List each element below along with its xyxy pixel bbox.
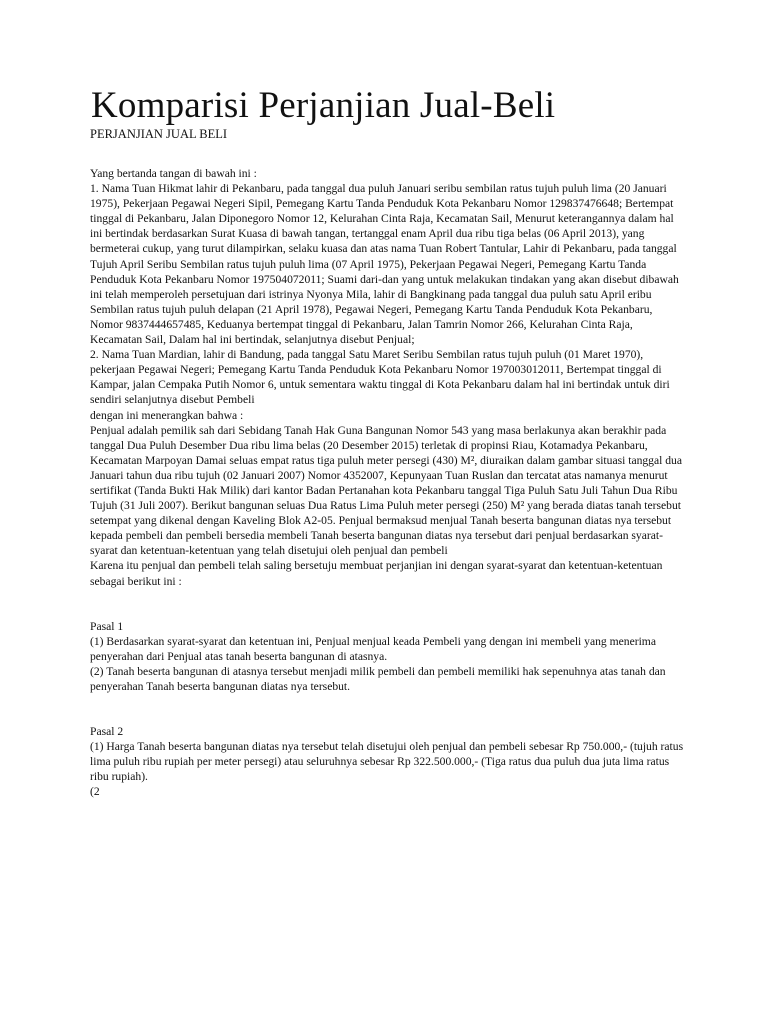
spacer bbox=[90, 694, 684, 724]
paragraph: dengan ini menerangkan bahwa : bbox=[90, 408, 244, 422]
intro-section bbox=[90, 166, 684, 589]
paragraph: 1. Nama Tuan Hikmat lahir di Pekanbaru, pada tanggal dua puluh Januari seribu sembilan ratus tujuh puluh lima (20 Januari 1975), Pekerjaan Pegawai Negeri Sipil, Pemegang Kartu Tanda Penduduk Kota Pekanbaru Nomor 129837476648; Bertempat tinggal di Pekanbaru, Jalan Diponegoro Nomor 12, Kelurahan Cinta Raja, Kecamatan Sail, Menurut keterangannya dalam hal ini bertindak berdasarkan Surat Kuasa di bawah tangan, tertanggal enam April dua ribu tiga belas (06 April 2013), yang bermeterai cukup, yang turut dilampirkan, selaku kuasa dan atas nama Tuan Robert Tantular, Lahir di Pekanbaru, pada tanggal Tujuh April Seribu Sembilan ratus tujuh puluh lima (07 April 1975), Pekerjaan Pegawai Negeri, Pemegang Kartu Tanda Penduduk Kota Pekanbaru Nomor 197504072011; Suami dari-dan yang untuk melakukan tindakan yang akan disebut dibawah ini telah memperoleh persetujuan dari istrinya Nyonya Mila, lahir di Bangkinang pada tanggal dua puluh satu April eribu Sembilan ratus tujuh puluh delapan (21 April 1978), Pegawai Negeri, Pemegang Kartu Tanda Penduduk Kota Pekanbaru, Nomor 9837444657485, Keduanya bertempat tinggal di Pekanbaru, Jalan Tamrin Nomor 266, Kelurahan Cinta Raja, Kecamatan Sail, Dalam hal ini bertindak, selanjutnya disebut Penjual; bbox=[90, 182, 679, 347]
document-body bbox=[90, 166, 684, 800]
paragraph: Karena itu penjual dan pembeli telah saling bersetuju membuat perjanjian ini dengan syarat-syarat dan ketentuan-ketentuan sebagai berikut ini : bbox=[90, 559, 663, 588]
paragraph: (2) Tanah beserta bangunan di atasnya tersebut menjadi milik pembeli dan pembeli memiliki hak sepenuhnya atas tanah dan penyerahan Tanah beserta bangunan diatas nya tersebut. bbox=[90, 664, 666, 693]
paragraph: Penjual adalah pemilik sah dari Sebidang Tanah Hak Guna Bangunan Nomor 543 yang masa berlakunya akan berakhir pada tanggal Dua Puluh Desember Dua ribu lima belas (20 Desember 2015) terletak di propinsi Riau, Kotamadya Pekanbaru, Kecamatan Marpoyan Damai seluas empat ratus tiga puluh meter persegi (430) M², diuraikan dalam gambar situasi tanggal dua Januari tahun dua ribu tujuh (02 Januari 2007) Nomor 4352007, Kepunyaan Tuan Ruslan dan tercatat atas namanya menurut sertifikat (Tanda Bukti Hak Milik) dari kantor Badan Pertanahan kota Pekanbaru tanggal Tiga Puluh Satu Juli Tahun Dua Ribu Tujuh (31 Juli 2007). Berikut bangunan seluas Dua Ratus Lima Puluh meter persegi (250) M² yang berada diatas tanah tersebut setempat yang dikenal dengan Kaveling Blok A2-05. Penjual bermaksud menjual Tanah beserta bangunan diatas nya tersebut kepada pembeli dan pembeli bersedia membeli Tanah beserta bangunan diatas nya tersebut dari penjual berdasarkan syarat-syarat dan ketentuan-ketentuan yang telah disetujui oleh penjual dan pembeli bbox=[90, 423, 682, 558]
paragraph: 2. Nama Tuan Mardian, lahir di Bandung, pada tanggal Satu Maret Seribu Sembilan ratus tujuh puluh (01 Maret 1970), pekerjaan Pegawai Negeri; Pemegang Kartu Tanda Penduduk Kota Pekanbaru Nomor 197003012011, Bertempat tinggal di Kampar, jalan Cempaka Putih Nomor 6, untuk sementara waktu tinggal di Kota Pekanbaru dalam hal ini bertindak untuk diri sendiri selanjutnya disebut Pembeli bbox=[90, 348, 670, 407]
document-page bbox=[90, 85, 684, 800]
document-title: Komparisi Perjanjian Jual-Beli bbox=[91, 85, 556, 126]
document-subtitle: PERJANJIAN JUAL BELI bbox=[90, 127, 228, 141]
pasal-1-section bbox=[90, 619, 684, 694]
paragraph: (1) Harga Tanah beserta bangunan diatas nya tersebut telah disetujui oleh penjual dan pembeli sebesar Rp 750.000,- (tujuh ratus lima puluh ribu rupiah per meter persegi) atau seluruhnya sebesar Rp 322.500.000,- (Tiga ratus dua puluh dua juta lima ratus ribu rupiah). bbox=[90, 740, 684, 784]
paragraph: (2 bbox=[90, 785, 100, 799]
section-heading: Pasal 1 bbox=[90, 619, 124, 633]
paragraph: (1) Berdasarkan syarat-syarat dan ketentuan ini, Penjual menjual keada Pembeli yang dengan ini membeli yang menerima penyerahan dari Penjual atas tanah beserta bangunan di atasnya. bbox=[90, 634, 656, 663]
spacer bbox=[90, 589, 684, 619]
section-heading: Pasal 2 bbox=[90, 725, 124, 739]
pasal-2-section bbox=[90, 724, 684, 799]
paragraph: Yang bertanda tangan di bawah ini : bbox=[90, 167, 257, 180]
